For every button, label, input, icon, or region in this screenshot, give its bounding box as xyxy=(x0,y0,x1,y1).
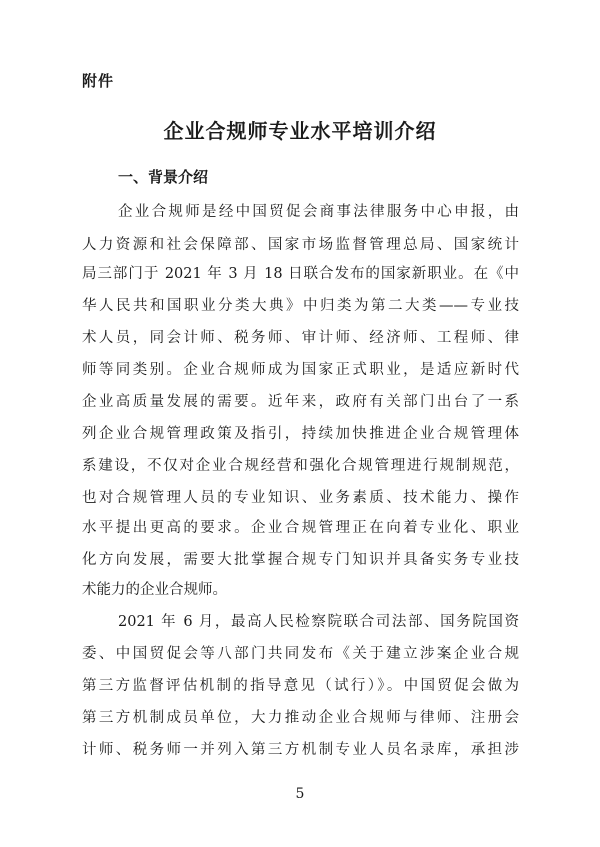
paragraph1-line: 师等同类别。企业合规师成为国家正式职业，是适应新时代 xyxy=(82,362,519,378)
paragraph1-line: 系建设，不仅对企业合规经营和强化合规管理进行规制规范， xyxy=(82,458,519,474)
page-number: 5 xyxy=(295,786,305,802)
paragraph1-line: 术能力的企业合规师。 xyxy=(82,582,227,598)
paragraph1-line: 企业合规师是经中国贸促会商事法律服务中心申报，由 xyxy=(118,204,519,220)
paragraph2-line: 委、中国贸促会等八部门共同发布《关于建立涉案企业合规 xyxy=(82,646,519,662)
paragraph2-line: 2021 年 6 月，最高人民检察院联合司法部、国务院国资 xyxy=(118,614,519,630)
section-heading: 一、背景介绍 xyxy=(118,168,209,186)
paragraph1-line: 华人民共和国职业分类大典》中归类为第二大类——专业技 xyxy=(82,298,519,314)
paragraph1-line: 术人员，同会计师、税务师、审计师、经济师、工程师、律 xyxy=(82,330,519,346)
paragraph2-line: 第三方机制成员单位，大力推动企业合规师与律师、注册会 xyxy=(82,710,519,726)
paragraph2-line: 第三方监督评估机制的指导意见（试行）》。中国贸促会做为 xyxy=(82,678,519,694)
paragraph1-line: 化方向发展，需要大批掌握合规专门知识并具备实务专业技 xyxy=(82,552,519,568)
attachment-label: 附件 xyxy=(82,72,115,90)
document-title: 企业合规师专业水平培训介绍 xyxy=(163,119,437,143)
paragraph1-line: 企业高质量发展的需要。近年来，政府有关部门出台了一系 xyxy=(82,394,519,410)
paragraph1-line: 列企业合规管理政策及指引，持续加快推进企业合规管理体 xyxy=(82,426,519,442)
paragraph1-line: 水平提出更高的要求。企业合规管理正在向着专业化、职业 xyxy=(82,520,519,536)
paragraph1-line: 局三部门于 2021 年 3 月 18 日联合发布的国家新职业。在《中 xyxy=(82,266,519,282)
paragraph1-line: 也对合规管理人员的专业知识、业务素质、技术能力、操作 xyxy=(82,490,519,506)
paragraph1-line: 人力资源和社会保障部、国家市场监督管理总局、国家统计 xyxy=(82,237,519,253)
paragraph2-line: 计师、税务师一并列入第三方机制专业人员名录库，承担涉 xyxy=(82,742,519,758)
